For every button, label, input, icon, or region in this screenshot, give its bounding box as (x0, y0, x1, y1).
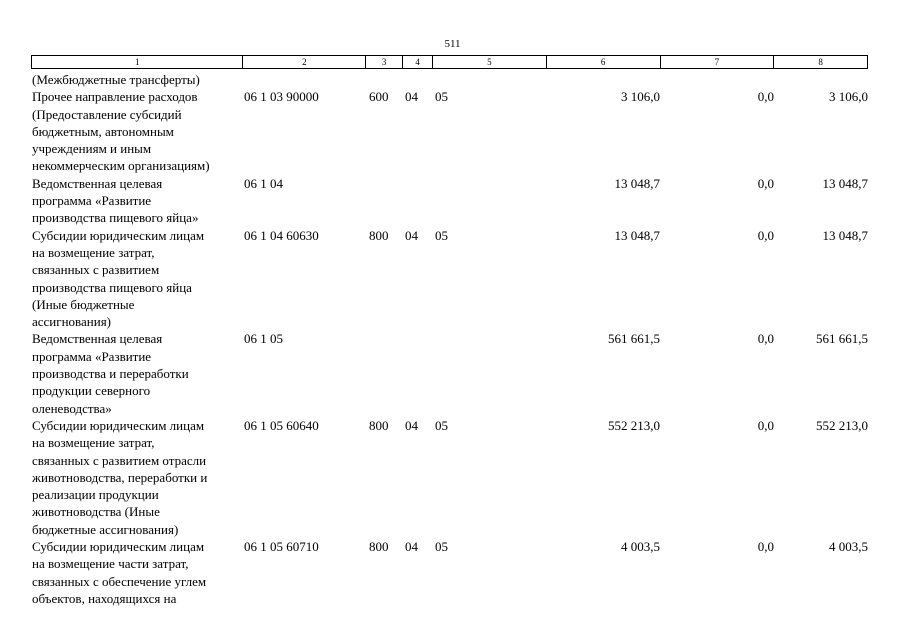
row-name: (Межбюджетные трансферты) (32, 72, 200, 87)
row-value-1: 552 213,0 (608, 417, 660, 433)
row-value-1: 561 661,5 (608, 331, 660, 347)
row-value-2: 0,0 (757, 175, 774, 191)
row-pr (433, 175, 547, 227)
row-vr: 600 (369, 89, 389, 105)
row-value-1: 4 003,5 (621, 539, 660, 555)
row-value-3 (775, 71, 868, 88)
row-value-2: 0,0 (757, 331, 774, 347)
row-name: Субсидии юридическим лицам на возмещение затрат, связанных с развитием производства пищевого яйца (Иные бюджетные ассигнования) (32, 227, 205, 330)
row-name: Ведомственная целевая программа «Развитие производства пищевого яйца» (32, 175, 199, 226)
row-value-3: 13 048,7 (822, 227, 868, 243)
header-col-2: 2 (243, 56, 366, 68)
row-value-2: 0,0 (757, 89, 774, 105)
table-row (31, 227, 868, 331)
row-value-1: 13 048,7 (614, 227, 660, 243)
row-vr: 800 (369, 227, 389, 243)
header-col-3: 3 (366, 56, 403, 68)
row-vr: 800 (369, 539, 389, 555)
row-code: 06 1 05 (244, 331, 283, 347)
table-row (31, 330, 868, 416)
row-code (243, 71, 366, 88)
header-col-1: 1 (32, 56, 243, 68)
row-code: 06 1 04 60630 (244, 227, 319, 243)
row-value-3: 13 048,7 (822, 175, 868, 191)
table-header (31, 55, 868, 69)
row-pr (433, 71, 547, 88)
row-value-2: 0,0 (757, 417, 774, 433)
row-name: Субсидии юридическим лицам на возмещение затрат, связанных с развитием отрасли животноводства, переработки и реализации продукции животноводства (Иные бюджетные ассигнования) (32, 417, 208, 537)
row-vr (366, 330, 403, 416)
row-value-2: 0,0 (757, 539, 774, 555)
table-body (31, 71, 868, 607)
table-row (31, 417, 868, 538)
row-pr: 05 (435, 417, 448, 433)
table-row (31, 88, 868, 174)
row-rz: 04 (405, 539, 418, 555)
row-vr: 800 (369, 417, 389, 433)
row-code: 06 1 05 60710 (244, 539, 319, 555)
row-name: Прочее направление расходов (Предоставление субсидий бюджетным, автономным учреждениям и иным некоммерческим организациям) (32, 89, 210, 174)
row-value-3: 4 003,5 (829, 539, 868, 555)
row-pr (433, 330, 547, 416)
row-vr (366, 71, 403, 88)
header-col-4: 4 (403, 56, 433, 68)
row-value-3: 561 661,5 (816, 331, 868, 347)
table-row (31, 175, 868, 227)
row-value-1: 13 048,7 (614, 175, 660, 191)
row-name: Ведомственная целевая программа «Развитие производства и переработки продукции северного оленеводства» (32, 331, 189, 416)
row-value-1 (547, 71, 661, 88)
row-value-2 (661, 71, 775, 88)
row-value-3: 3 106,0 (829, 89, 868, 105)
row-rz (403, 71, 433, 88)
table-row (31, 538, 868, 607)
row-vr (366, 175, 403, 227)
row-pr: 05 (435, 227, 448, 243)
row-code: 06 1 04 (244, 175, 283, 191)
row-pr: 05 (435, 89, 448, 105)
row-value-2: 0,0 (757, 227, 774, 243)
page-number: 511 (444, 38, 461, 50)
header-col-7: 7 (661, 56, 775, 68)
row-rz (403, 330, 433, 416)
row-rz: 04 (405, 227, 418, 243)
table-row (31, 71, 868, 88)
row-rz (403, 175, 433, 227)
row-value-1: 3 106,0 (621, 89, 660, 105)
row-code: 06 1 05 60640 (244, 417, 319, 433)
header-col-5: 5 (433, 56, 547, 68)
row-rz: 04 (405, 89, 418, 105)
row-code: 06 1 03 90000 (244, 89, 319, 105)
row-pr: 05 (435, 539, 448, 555)
row-value-3: 552 213,0 (816, 417, 868, 433)
row-name: Субсидии юридическим лицам на возмещение части затрат, связанных с обеспечение углем объектов, находящихся на (32, 539, 207, 606)
header-col-6: 6 (547, 56, 661, 68)
header-col-8: 8 (818, 57, 823, 67)
row-rz: 04 (405, 417, 418, 433)
